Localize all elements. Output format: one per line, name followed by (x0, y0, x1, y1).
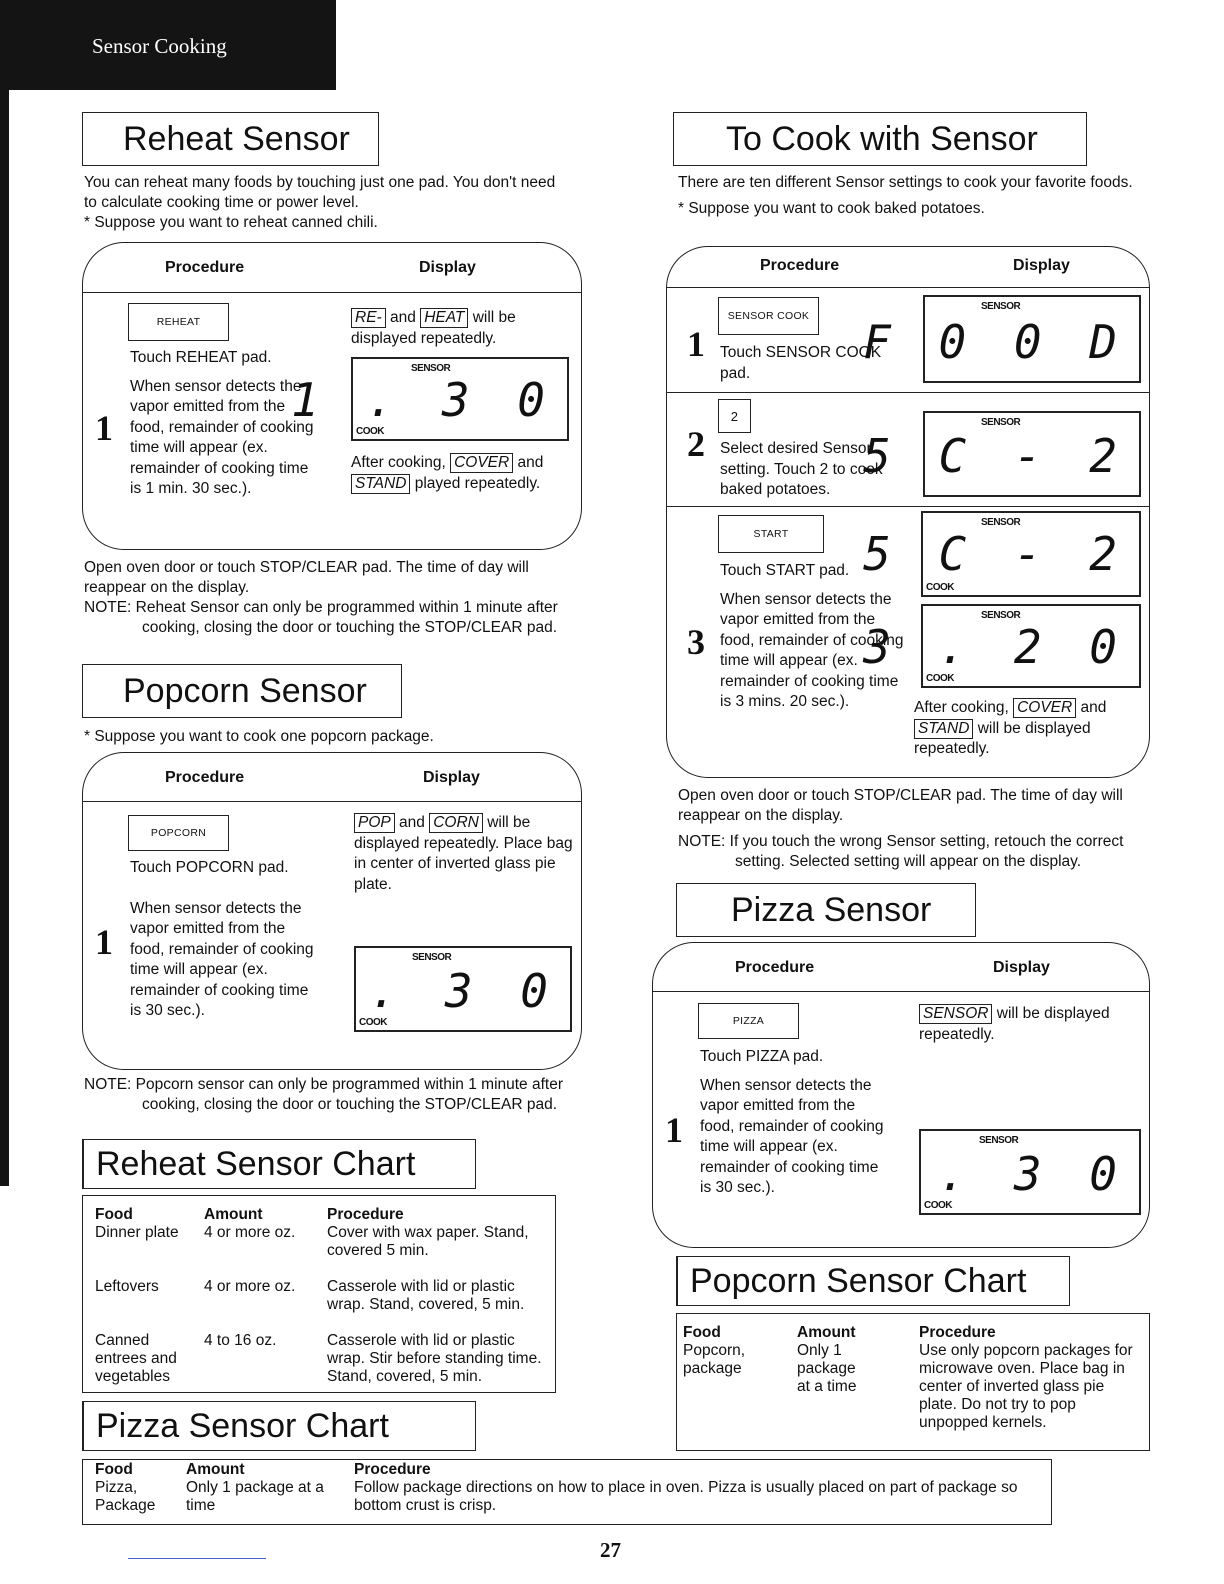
display-word-re: RE- (351, 308, 386, 328)
reheat-procedure-box (82, 242, 582, 550)
start-pad: START (718, 515, 824, 553)
table-header-procedure: Procedure (354, 1461, 431, 1478)
display-word-cover: COVER (450, 453, 513, 473)
table-row-procedure: Cover with wax paper. Stand, covered 5 min. (327, 1224, 529, 1259)
display-word-stand: STAND (351, 474, 410, 494)
reheat-suppose: * Suppose you want to reheat canned chili. (84, 214, 378, 231)
sensor-cook-pad: SENSOR COOK (718, 297, 819, 335)
pizza-sensor-title: Pizza Sensor (676, 883, 976, 937)
popcorn-chart-title: Popcorn Sensor Chart (676, 1256, 1070, 1306)
display-word-cover: COVER (1013, 698, 1076, 718)
popcorn-suppose: * Suppose you want to cook one popcorn package. (84, 728, 434, 745)
table-row-amount: 4 or more oz. (204, 1278, 296, 1295)
reheat-col-display: Display (419, 259, 476, 276)
reheat-touch-text: Touch REHEAT pad. (130, 349, 272, 366)
table-header-food: Food (95, 1461, 133, 1478)
cook-step-3-number: 3 (687, 622, 705, 662)
cook-suppose: * Suppose you want to cook baked potatoes. (678, 200, 985, 217)
cook-step-2-rule (667, 506, 1149, 507)
table-header-procedure: Procedure (919, 1324, 996, 1341)
cook-step-1-number: 1 (687, 324, 705, 364)
table-row-food: Pizza, Package (95, 1479, 156, 1514)
section-header-bar (0, 0, 336, 90)
lcd-sensor-label: SENSOR (981, 417, 1021, 428)
reheat-after-cooking: After cooking, COVER and STAND played repeatedly. (351, 454, 544, 492)
cook-step-2-number: 2 (687, 424, 705, 464)
table-header-procedure: Procedure (327, 1206, 404, 1223)
display-word-pop: POP (354, 813, 395, 833)
table-header-food: Food (95, 1206, 133, 1223)
cook-step-3-lcd-time (863, 604, 1141, 688)
table-header-amount: Amount (797, 1324, 856, 1341)
lcd-digits: F 0 0 D (863, 315, 1127, 369)
reheat-header-rule (83, 292, 581, 293)
popcorn-display-text: POP and CORN will be displayed repeatedly. Place bag in center of inverted glass pie plate. (354, 814, 573, 893)
pizza-chart-table (82, 1459, 1052, 1525)
table-row-food: Canned entrees and vegetables (95, 1332, 177, 1385)
pizza-detect-text: When sensor detects the vapor emitted from the food, remainder of cooking time will appear (ex. remainder of cooking time is 30 sec.). (700, 1076, 884, 1196)
display-word-heat: HEAT (420, 308, 468, 328)
pizza-header-rule (653, 991, 1149, 992)
lcd-sensor-label: SENSOR (981, 517, 1021, 528)
left-margin-rule (0, 90, 9, 1186)
cook-col-display: Display (1013, 257, 1070, 274)
pizza-display-text: SENSOR will be displayed repeatedly. (919, 1005, 1110, 1043)
lcd-cook-label: COOK (926, 582, 954, 593)
cook-note: NOTE: If you touch the wrong Sensor setting, retouch the correct setting. Selected setting will appear on the display. (678, 833, 1124, 870)
table-header-amount: Amount (186, 1461, 245, 1478)
lcd-digits: 1 . 3 0 (291, 373, 555, 427)
lcd-cook-label: COOK (924, 1200, 952, 1211)
reheat-pad: REHEAT (128, 303, 229, 341)
lcd-digits: 3 . 2 0 (863, 620, 1127, 674)
popcorn-col-procedure: Procedure (165, 769, 245, 786)
reheat-after-note (84, 558, 564, 638)
lcd-digits: 5 C - 2 (863, 429, 1127, 483)
reheat-step-text (130, 348, 320, 508)
table-header-amount: Amount (204, 1206, 263, 1223)
cook-intro (678, 173, 1153, 219)
table-row-amount: 4 to 16 oz. (204, 1332, 277, 1349)
table-row-procedure: Casserole with lid or plastic wrap. Stand, covered, 5 min. (327, 1278, 525, 1313)
pizza-pad: PIZZA (698, 1003, 799, 1039)
cook-step-3-lcd-setting (863, 511, 1141, 597)
section-header-title: Sensor Cooking (92, 34, 227, 58)
lcd-digits: 5 C - 2 (863, 527, 1127, 581)
popcorn-detect-text: When sensor detects the vapor emitted from the food, remainder of cooking time will appear (ex. remainder of cooking time is 30 sec.). (130, 899, 314, 1019)
reheat-col-procedure: Procedure (165, 259, 245, 276)
lcd-digits: . 3 0 (369, 964, 558, 1018)
pizza-col-procedure: Procedure (735, 959, 815, 976)
display-word-corn: CORN (429, 813, 483, 833)
pizza-procedure-box (652, 942, 1150, 1248)
table-row-procedure: Casserole with lid or plastic wrap. Stir before standing time. Stand, covered, 5 min. (327, 1332, 542, 1385)
table-row-amount: 4 or more oz. (204, 1224, 296, 1241)
reheat-detect-text: When sensor detects the vapor emitted from the food, remainder of cooking time will appear (ex. remainder of cooking time is 1 min. 30 sec.). (130, 377, 314, 497)
cook-after-cooking: After cooking, COVER and STAND will be displayed repeatedly. (914, 699, 1107, 757)
cook-step-2-text: Select desired Sensor setting. Touch 2 to cook baked potatoes. (720, 440, 883, 498)
lcd-sensor-label: SENSOR (979, 1135, 1019, 1146)
popcorn-col-display: Display (423, 769, 480, 786)
lcd-digits: . 3 0 (938, 1147, 1127, 1201)
popcorn-procedure-box (82, 752, 582, 1070)
reheat-chart-table (82, 1195, 556, 1393)
pizza-touch-text: Touch PIZZA pad. (700, 1048, 824, 1065)
cook-step-1-text: Touch SENSOR COOK pad. (720, 344, 882, 382)
cook-intro-text: There are ten different Sensor settings to cook your favorite foods. (678, 174, 1133, 191)
reheat-sensor-title: Reheat Sensor (82, 112, 379, 166)
cook-with-sensor-title: To Cook with Sensor (673, 112, 1087, 166)
table-row-amount: Only 1 package at a time (186, 1479, 324, 1514)
reheat-intro (84, 173, 564, 233)
lcd-sensor-label: SENSOR (411, 363, 451, 374)
table-row-food: Dinner plate (95, 1224, 179, 1241)
table-row-procedure: Follow package directions on how to place in oven. Pizza is usually placed on part of package so bottom crust is crisp. (354, 1479, 1018, 1514)
lcd-sensor-label: SENSOR (981, 610, 1021, 621)
popcorn-note-text: NOTE: Popcorn sensor can only be programmed within 1 minute after cooking, closing the door or touching the STOP/CLEAR pad. (84, 1076, 564, 1113)
display-word-stand: STAND (914, 719, 973, 739)
cook-procedure-box (666, 246, 1150, 778)
reheat-note: NOTE: Reheat Sensor can only be programmed within 1 minute after cooking, closing the door or touching the STOP/CLEAR pad. (84, 599, 558, 636)
lcd-cook-label: COOK (926, 673, 954, 684)
cook-touch-text: Touch START pad. (720, 562, 850, 579)
pizza-step-number: 1 (665, 1110, 683, 1150)
display-word-sensor: SENSOR (919, 1004, 992, 1024)
reheat-intro-text: You can reheat many foods by touching just one pad. You don't need to calculate cooking time or power level. (84, 174, 556, 211)
table-row-procedure: Use only popcorn packages for microwave oven. Place bag in center of inverted glass pie plate. Do not try to pop unpopped kernels. (919, 1342, 1133, 1431)
popcorn-step-text (130, 858, 320, 1030)
pizza-step-text (700, 1047, 890, 1207)
table-row-amount: Only 1 package at a time (797, 1342, 857, 1395)
lcd-cook-label: COOK (359, 1017, 387, 1028)
cook-header-rule (667, 287, 1149, 288)
pizza-lcd (919, 1129, 1141, 1215)
lcd-sensor-label: SENSOR (981, 301, 1021, 312)
cook-step-2-lcd (863, 411, 1141, 497)
popcorn-lcd (354, 946, 572, 1032)
reheat-after-text: Open oven door or touch STOP/CLEAR pad. The time of day will reappear on the display. (84, 559, 529, 596)
popcorn-sensor-title: Popcorn Sensor (82, 664, 402, 718)
popcorn-touch-text: Touch POPCORN pad. (130, 859, 289, 876)
cook-step-1-rule (667, 392, 1149, 393)
cook-col-procedure: Procedure (760, 257, 840, 274)
lcd-sensor-label: SENSOR (412, 952, 452, 963)
pizza-col-display: Display (993, 959, 1050, 976)
reheat-chart-title: Reheat Sensor Chart (82, 1139, 476, 1189)
footer-rule (128, 1558, 266, 1559)
reheat-display-text: RE- and HEAT will be displayed repeatedly. (351, 309, 516, 347)
lcd-cook-label: COOK (356, 426, 384, 437)
reheat-lcd (291, 357, 569, 441)
reheat-step-number: 1 (95, 408, 113, 448)
cook-step-1-lcd (863, 295, 1141, 383)
popcorn-note (84, 1075, 564, 1115)
table-header-food: Food (683, 1324, 721, 1341)
cook-after-text: Open oven door or touch STOP/CLEAR pad. The time of day will reappear on the display. (678, 787, 1123, 824)
number-2-pad: 2 (718, 399, 751, 433)
popcorn-pad: POPCORN (128, 815, 229, 851)
table-row-food: Popcorn, package (683, 1342, 746, 1377)
table-row-food: Leftovers (95, 1278, 159, 1295)
page-number: 27 (600, 1538, 621, 1562)
popcorn-chart-table (676, 1313, 1150, 1451)
popcorn-step-number: 1 (95, 922, 113, 962)
popcorn-header-rule (83, 801, 581, 802)
cook-after-note (678, 786, 1153, 872)
cook-detect-text: When sensor detects the vapor emitted from the food, remainder of cooking time will appear (ex. remainder of cooking time is 3 mins. 20 sec.). (720, 590, 904, 710)
pizza-chart-title: Pizza Sensor Chart (82, 1401, 476, 1451)
